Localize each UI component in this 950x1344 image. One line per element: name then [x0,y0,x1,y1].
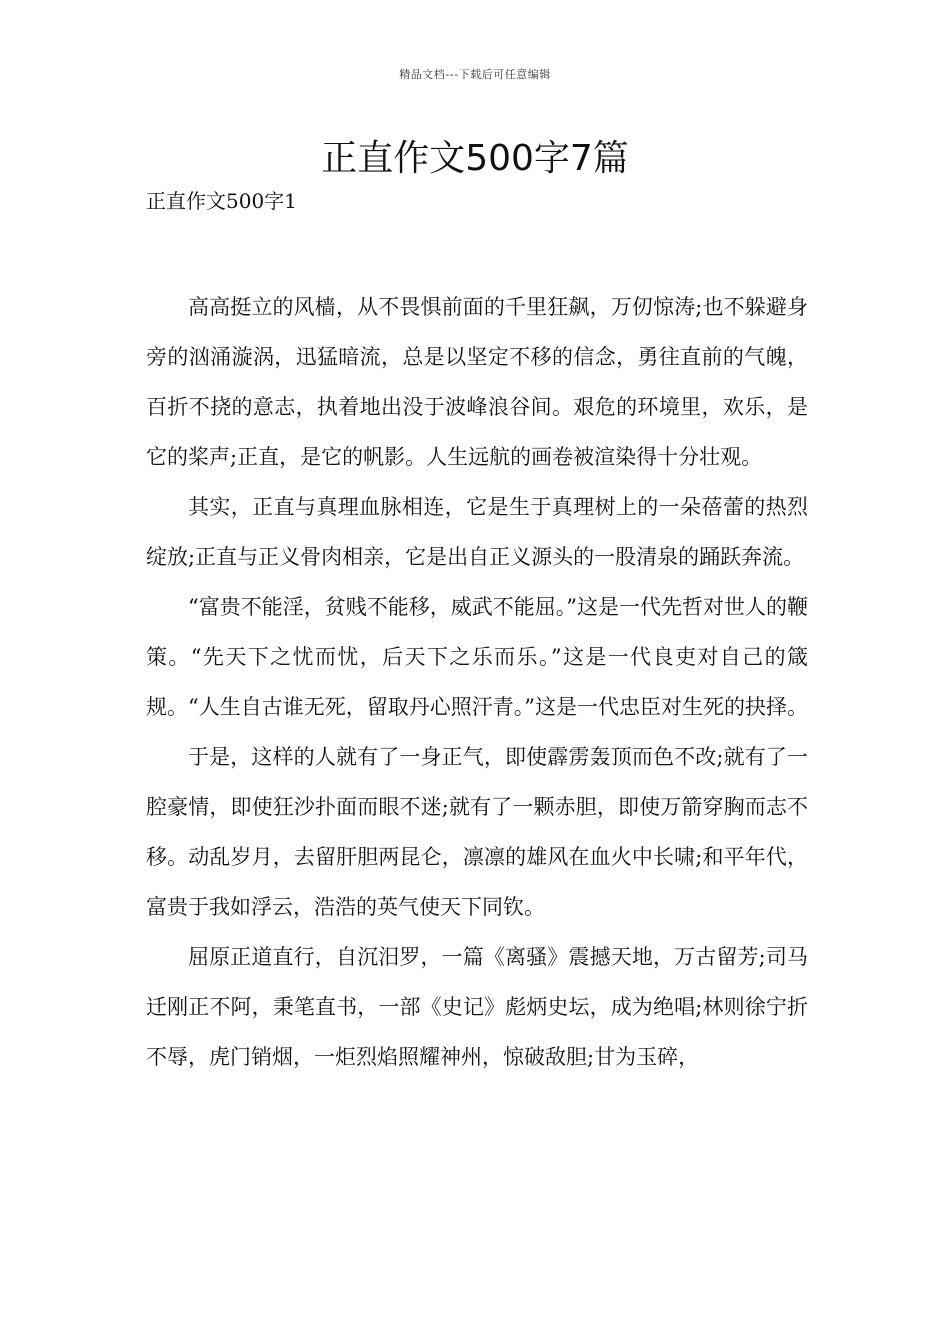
paragraph: 屈原正道直行，自沉汨罗，一篇《离骚》震撼天地，万古留芳;司马迁刚正不阿，秉笔直书，一部《史记》彪炳史坛，成为绝唱;林则徐宁折不辱，虎门销烟，一炬烈焰照耀神州，惊破敌胆;甘为玉碎， [146,945,808,1069]
paragraph: “富贵不能淫，贫贱不能移，威武不能屈。”这是一代先哲对世人的鞭策。“先天下之忧而忧，后天下之乐而乐。”这是一代良吏对自己的箴规。“人生自古谁无死，留取丹心照汗青。”这是一代忠臣对生死的抉择。 [146,595,808,719]
paragraph: 于是，这样的人就有了一身正气，即使霹雳轰顶而色不改;就有了一腔豪情，即使狂沙扑面而眼不迷;就有了一颗赤胆，即使万箭穿胸而志不移。动乱岁月，去留肝胆两昆仑，凛凛的雄风在血火中长啸;和平年代，富贵于我如浮云，浩浩的英气使天下同钦。 [146,745,808,919]
document-body [146,282,808,1082]
paragraph: 其实，正直与真理血脉相连，它是生于真理树上的一朵蓓蕾的热烈绽放;正直与正义骨肉相亲，它是出自正义源头的一股清泉的踊跃奔流。 [146,495,808,569]
section-subtitle: 正直作文500字1 [146,189,297,213]
page-title: 正直作文500字7篇 [321,138,629,179]
paragraph: 高高挺立的风樯，从不畏惧前面的千里狂飙，万仞惊涛;也不躲避身旁的汹涌漩涡，迅猛暗流，总是以坚定不移的信念，勇往直前的气魄，百折不挠的意志，执着地出没于波峰浪谷间。艰危的环境里，欢乐，是它的桨声;正直，是它的帆影。人生远航的画卷被渲染得十分壮观。 [146,295,808,469]
header-note: 精品文档---下载后可任意编辑 [399,68,551,81]
